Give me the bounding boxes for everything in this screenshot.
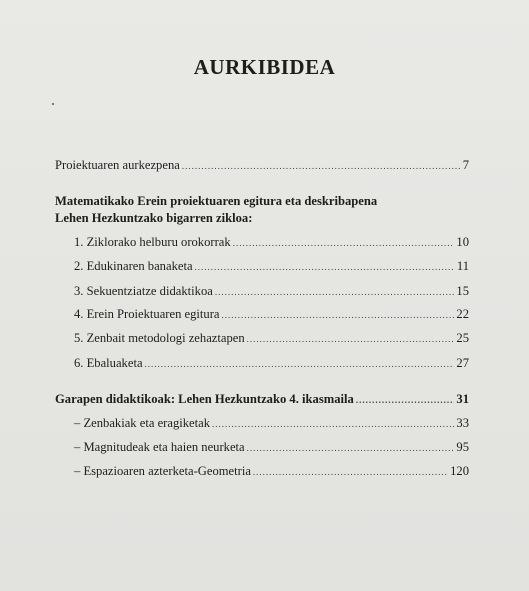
dot-leader <box>145 359 455 369</box>
toc-entry-label: 4. Erein Proiektuaren egitura <box>74 307 220 321</box>
toc-entry <box>74 331 469 346</box>
dot-leader <box>182 161 461 171</box>
toc-entry <box>74 464 469 479</box>
toc-entry-page: 33 <box>456 416 469 430</box>
toc-entry-page: 10 <box>456 235 469 249</box>
toc-entry-label: – Zenbakiak eta eragiketak <box>74 416 211 430</box>
dot-leader <box>253 467 448 477</box>
toc-entry-page: 7 <box>462 158 469 172</box>
dot-leader <box>212 419 454 429</box>
toc-entry-label: 5. Zenbait metodologi zehaztapen <box>74 331 245 345</box>
section-heading-label: Garapen didaktikoak: Lehen Hezkuntzako 4. ikasmaila <box>55 392 354 406</box>
toc-entry-page: 31 <box>456 392 469 406</box>
dot-leader <box>247 443 455 453</box>
toc-entry <box>74 440 469 455</box>
toc-entry-page: 25 <box>456 331 469 345</box>
toc-entry-page: 120 <box>450 464 469 478</box>
section-heading-1-line2: Lehen Hezkuntzako bigarren zikloa: <box>55 211 253 225</box>
page-title: AURKIBIDEA <box>193 55 336 79</box>
toc-entry <box>74 356 469 371</box>
toc-entry-label: – Espazioaren azterketa-Geometria <box>74 464 251 478</box>
dot-leader <box>195 262 455 272</box>
toc-entry <box>74 284 469 299</box>
section-heading-1-line1: Matematikako Erein proiektuaren egitura eta deskribapena <box>55 194 378 208</box>
toc-entry <box>74 416 469 431</box>
toc-entry-page: 11 <box>456 259 469 273</box>
toc-entry-page: 15 <box>456 284 469 298</box>
toc-entry-label: 2. Edukinaren banaketa <box>74 259 193 273</box>
toc-entry-label: Proiektuaren aurkezpena <box>55 158 180 172</box>
toc-entry-label: 6. Ebaluaketa <box>74 356 143 370</box>
toc-entry <box>74 235 469 250</box>
toc-entry <box>74 307 469 322</box>
dot-leader <box>215 287 455 297</box>
toc-entry-label: 3. Sekuentziatze didaktikoa <box>74 284 213 298</box>
dot-leader <box>221 310 454 320</box>
dot-leader <box>247 334 455 344</box>
dot-leader <box>233 238 455 248</box>
toc-entry-page: 22 <box>456 307 469 321</box>
toc-entry-label: 1. Ziklorako helburu orokorrak <box>74 235 231 249</box>
toc-entry-page: 95 <box>456 440 469 454</box>
section-heading-2 <box>55 392 469 407</box>
toc-entry-page: 27 <box>456 356 469 370</box>
toc-entry-label: – Magnitudeak eta haien neurketa <box>74 440 245 454</box>
toc-entry-intro <box>55 158 469 173</box>
dot-leader <box>356 395 455 405</box>
toc-entry <box>74 259 469 274</box>
page-speck <box>52 103 54 105</box>
